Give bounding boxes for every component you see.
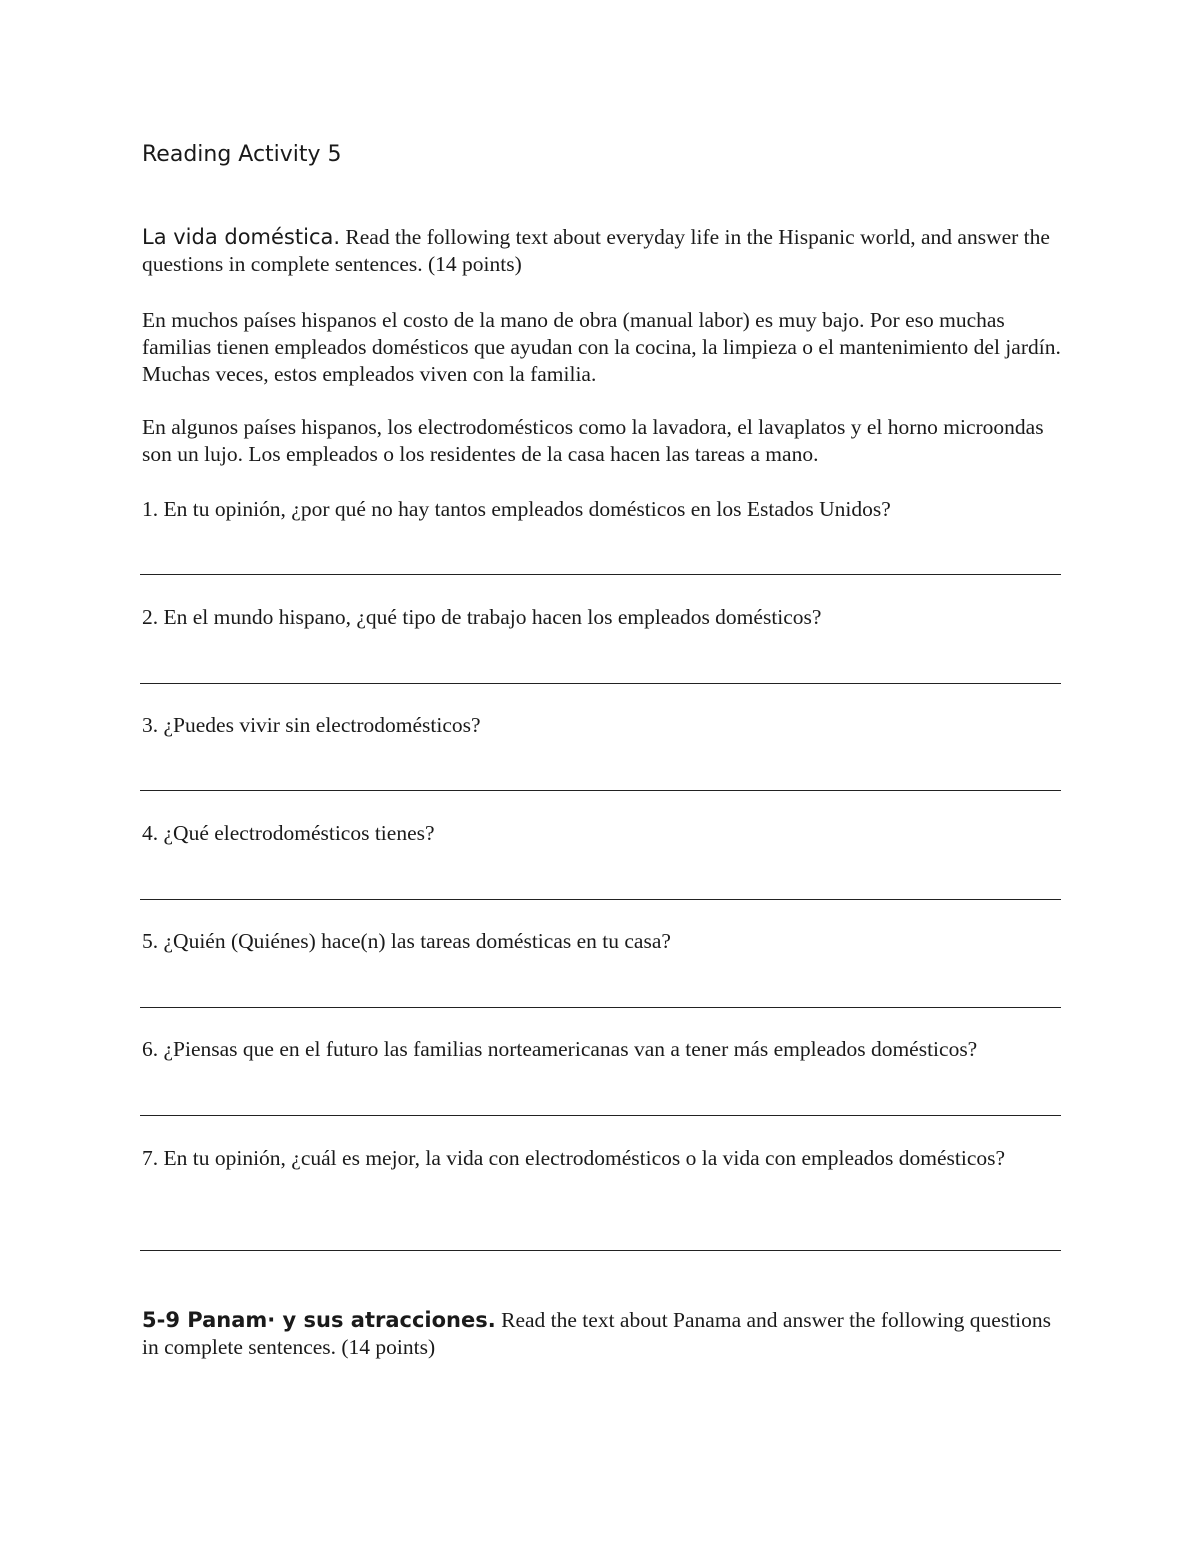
- answer-line-2[interactable]: [140, 683, 1061, 684]
- section-2-intro: [142, 1307, 1062, 1361]
- answer-line-3[interactable]: [140, 790, 1061, 791]
- section-1-instructions: Read the following text about everyday life in the Hispanic world, and answer the questions in complete sentences. (14 points): [142, 225, 1050, 276]
- answer-line-5[interactable]: [140, 1007, 1061, 1008]
- section-1-intro: [142, 224, 1062, 278]
- paragraph-2: En algunos países hispanos, los electrodomésticos como la lavadora, el lavaplatos y el horno microondas son un lujo. Los empleados o los residentes de la casa hacen las tareas a mano.: [142, 415, 1044, 466]
- answer-line-7[interactable]: [140, 1250, 1061, 1251]
- question-7: 7. En tu opinión, ¿cuál es mejor, la vida con electrodomésticos o la vida con empleados domésticos?: [142, 1146, 1006, 1170]
- answer-line-1[interactable]: [140, 574, 1061, 575]
- section-2-instructions: Read the text about Panama and answer the following questions in complete sentences. (14 points): [142, 1308, 1052, 1359]
- section-1-heading: La vida doméstica.: [142, 225, 341, 249]
- question-1: 1. En tu opinión, ¿por qué no hay tantos empleados domésticos en los Estados Unidos?: [142, 497, 891, 521]
- section-2-heading: 5-9 Panam· y sus atracciones.: [142, 1308, 496, 1332]
- question-2: 2. En el mundo hispano, ¿qué tipo de trabajo hacen los empleados domésticos?: [142, 605, 822, 629]
- answer-line-4[interactable]: [140, 899, 1061, 900]
- question-3: 3. ¿Puedes vivir sin electrodomésticos?: [142, 713, 481, 737]
- paragraph-1: En muchos países hispanos el costo de la mano de obra (manual labor) es muy bajo. Por eso muchas familias tienen empleados domésticos que ayudan con la cocina, la limpieza o el mantenimiento del jardín. Muchas veces, estos empleados viven con la familia.: [142, 308, 1061, 386]
- question-6: 6. ¿Piensas que en el futuro las familias norteamericanas van a tener más empleados domésticos?: [142, 1037, 978, 1061]
- answer-line-6[interactable]: [140, 1115, 1061, 1116]
- question-5: 5. ¿Quién (Quiénes) hace(n) las tareas domésticas en tu casa?: [142, 929, 671, 953]
- question-4: 4. ¿Qué electrodomésticos tienes?: [142, 821, 435, 845]
- page-title: Reading Activity 5: [142, 142, 342, 167]
